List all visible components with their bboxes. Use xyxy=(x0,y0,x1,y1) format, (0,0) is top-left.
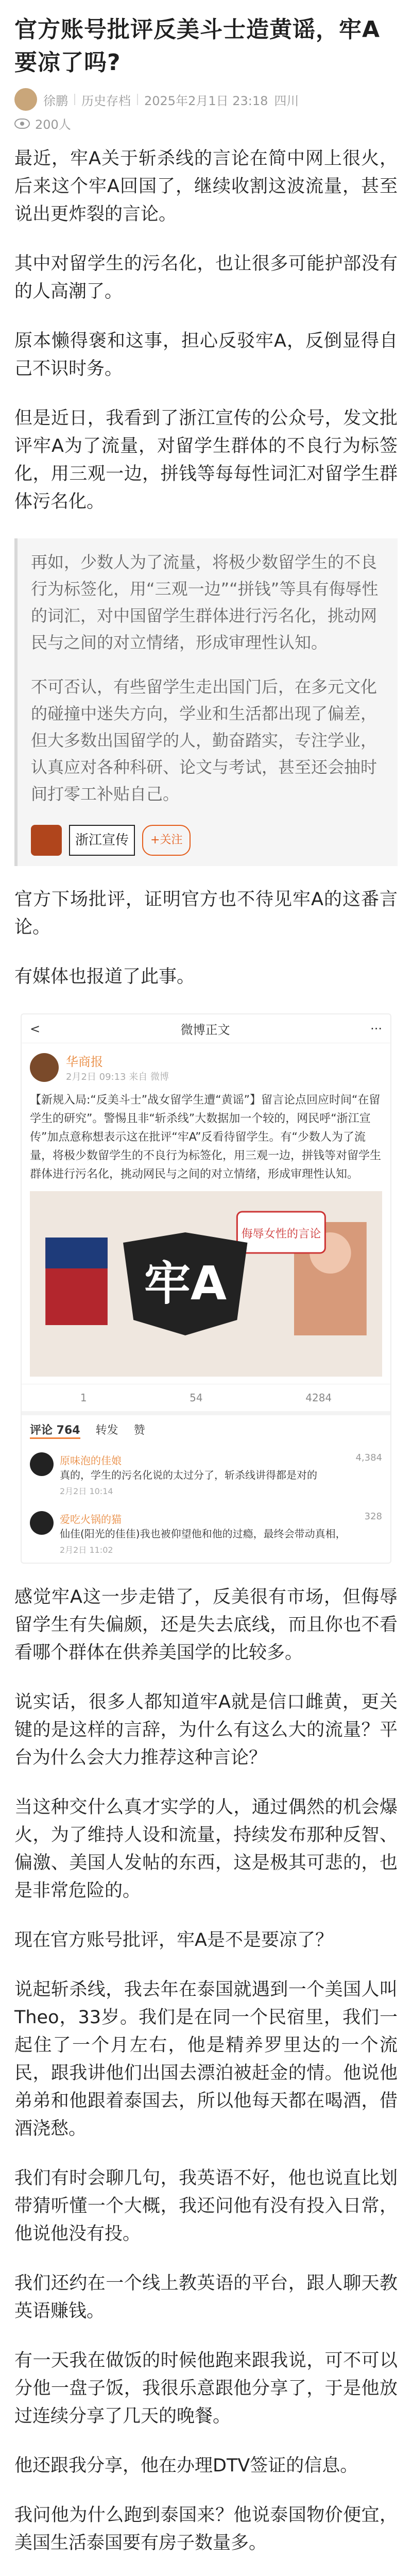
paragraph: 感觉牢A这一步走错了，反美很有市场，但侮辱留学生有失偏颇，还是失去底线，而且你也不看看哪个群体在供养美国学的比较多。 xyxy=(14,1587,398,1663)
repost-count[interactable]: 1 xyxy=(80,1392,87,1404)
quote-source xyxy=(31,825,384,856)
source-name[interactable]: 浙江宣传 xyxy=(69,825,135,856)
tab-likes[interactable]: 赞 xyxy=(133,1424,145,1437)
paragraph: 官方下场批评，证明官方也不待见牢A的这番言论。 xyxy=(14,889,398,938)
paragraph: 原本懒得褒和这事，担心反驳牢A，反倒显得自己不识时务。 xyxy=(14,331,398,379)
paragraph: 他还跟我分享，他在办理DTV签证的信息。 xyxy=(14,2455,358,2476)
follow-button[interactable]: +关注 xyxy=(142,825,191,856)
paragraph: 当这种交什么真才实学的人，通过偶然的机会爆火，为了维持人设和流量，持续发布那种反智、偏激、美国人发帖的东西，这是极其可悲的，也是非常危险的。 xyxy=(14,1797,398,1901)
paragraph: 有一天我在做饭的时候他跑来跟我说，可不可以分他一盘子饭，我很乐意跟他分享了，于是他放过连续分享了几天的晚餐。 xyxy=(14,2350,398,2427)
paragraph: 说起斩杀线，我去年在泰国就遇到一个美国人叫Theo，33岁。我们是在同一个民宿里，我们一起住了一个月左右，他是精养罗里达的一个流民，跟我讲他们出国去漂泊被赶金的情。他说他弟弟和他跟着泰国去，所以他每天都在喝酒，借酒浇愁。 xyxy=(14,1979,398,2139)
weibo-post-text: 【新规入局:“反美斗士”战女留学生遭“黄谣”】留言论点回应时间“在留学生的研究”。警惕且非“斩杀线”大数据加一个较的，网民呼“浙江宣传”加点意称想表示这在批评“牢A”反看待留学生。有“少数人为了流量，将极少数留学生的不良行为标签化，用三观一边，拼钱等对留学生群体进行污名化，挑动网民与之间的对立情绪，形成审理性认知。 xyxy=(30,1094,382,1181)
weibo-tabs xyxy=(22,1411,390,1445)
comment-time: 2月2日 10:14 xyxy=(60,1486,113,1496)
weibo-post-image[interactable] xyxy=(30,1191,382,1377)
back-icon[interactable]: < xyxy=(30,1021,41,1036)
paragraph: 我们还约在一个线上教英语的平台，跟人聊天教英语赚钱。 xyxy=(14,2273,398,2321)
paragraph: 我们有时会聊几句，我英语不好，他也说直比划带猜听懂一个大概，我还问他有没有投入日常，他说他没有投。 xyxy=(14,2168,398,2244)
page-title: 官方账号批评反美斗士造黄谣，牢A要凉了吗? xyxy=(14,16,381,76)
paragraph: 最近，牢A关于斩杀线的言论在简中网上很火，后来这个牢A回国了，继续收割这波流量，甚至说出更炸裂的言论。 xyxy=(14,148,398,225)
view-count-text: 200人 xyxy=(35,117,71,132)
comment-text: 真的，学生的污名化说的太过分了，斩杀线讲得都是对的 xyxy=(60,1469,317,1481)
weibo-post-header xyxy=(22,1043,390,1091)
list-item xyxy=(22,1504,390,1563)
weibo-action-bar xyxy=(22,1384,390,1411)
article-meta xyxy=(0,84,412,111)
quote-text: 不可否认，有些留学生走出国门后，在多元文化的碰撞中迷失方向，学业和生活都出现了偏差，但大多数出国留学的人，勤奋踏实，专注学业，认真应对各种科研、论文与考试，甚至还会抽时间打零工补贴自己。 xyxy=(31,677,377,804)
paragraph: 但是近日，我看到了浙江宣传的公众号，发文批评牢A为了流量，对留学生群体的不良行为标签化，用三观一边，拼钱等每每性词汇对留学生群体污名化。 xyxy=(14,408,398,512)
publish-location: 四川 xyxy=(274,93,299,108)
publish-date: 2025年2月1日 23:18 xyxy=(144,93,268,108)
view-count xyxy=(0,111,412,141)
comment-user-name[interactable]: 原味泡的佳娘 xyxy=(60,1454,122,1467)
weibo-image-caption: 牢A xyxy=(144,1257,227,1311)
comment-time: 2月2日 11:02 xyxy=(60,1545,113,1555)
paragraph: 说实话，很多人都知道牢A就是信口雌黄，更关键的是这样的言辞，为什么有这么大的流量？平台为什么会大力推荐这种言论？ xyxy=(14,1692,398,1768)
tab-reposts[interactable]: 转发 xyxy=(95,1424,118,1437)
comment-text: 仙佳(阳光的佳佳)我也被仰望他和他的过瘾，最终会带动真相， xyxy=(60,1528,346,1540)
more-icon[interactable]: ··· xyxy=(370,1021,382,1036)
comment-like-count[interactable]: 4,384 xyxy=(355,1452,382,1463)
weibo-topbar xyxy=(22,1014,390,1043)
quote-block xyxy=(14,538,398,866)
weibo-topbar-title: 微博正文 xyxy=(180,1023,230,1037)
source-logo xyxy=(31,825,62,856)
comment-user-name[interactable]: 爱吃火锅的猫 xyxy=(60,1513,122,1526)
paragraph: 现在官方账号批评，牢A是不是要凉了？ xyxy=(14,1930,333,1951)
comment-count[interactable]: 54 xyxy=(190,1392,203,1404)
tab-comments[interactable]: 评论 764 xyxy=(30,1421,80,1439)
paragraph: 其中对留学生的污名化，也让很多可能护部没有的人高潮了。 xyxy=(14,253,398,302)
comment-like-count[interactable]: 328 xyxy=(364,1511,382,1522)
avatar[interactable] xyxy=(30,1511,54,1535)
paragraph: 有媒体也报道了此事。 xyxy=(14,967,195,987)
weibo-user-name[interactable]: 华商报 xyxy=(66,1055,103,1069)
weibo-post-time: 2月2日 09:13 来自 微博 xyxy=(66,1072,169,1082)
weibo-image-banner: 侮辱女性的言论 xyxy=(241,1228,321,1241)
avatar[interactable] xyxy=(14,88,37,111)
quote-text: 再如，少数人为了流量，将极少数留学生的不良行为标签化，用“三观一边”“拼钱”等具有侮辱性的词汇，对中国留学生群体进行污名化，挑动网民与之间的对立情绪，形成审理性认知。 xyxy=(31,552,379,652)
eye-icon xyxy=(14,118,30,129)
paragraph: 我问他为什么跑到泰国来？他说泰国物价便宜，美国生活泰国要有房子数量多。 xyxy=(14,2505,398,2553)
like-count[interactable]: 4284 xyxy=(305,1392,332,1404)
avatar[interactable] xyxy=(30,1053,59,1082)
embedded-weibo-screenshot xyxy=(21,1013,391,1564)
avatar[interactable] xyxy=(30,1452,54,1476)
edit-history-link[interactable]: 历史存档 xyxy=(81,93,131,108)
divider xyxy=(74,94,75,105)
divider xyxy=(137,94,138,105)
author-name[interactable]: 徐鹏 xyxy=(43,93,68,108)
list-item xyxy=(22,1445,390,1504)
